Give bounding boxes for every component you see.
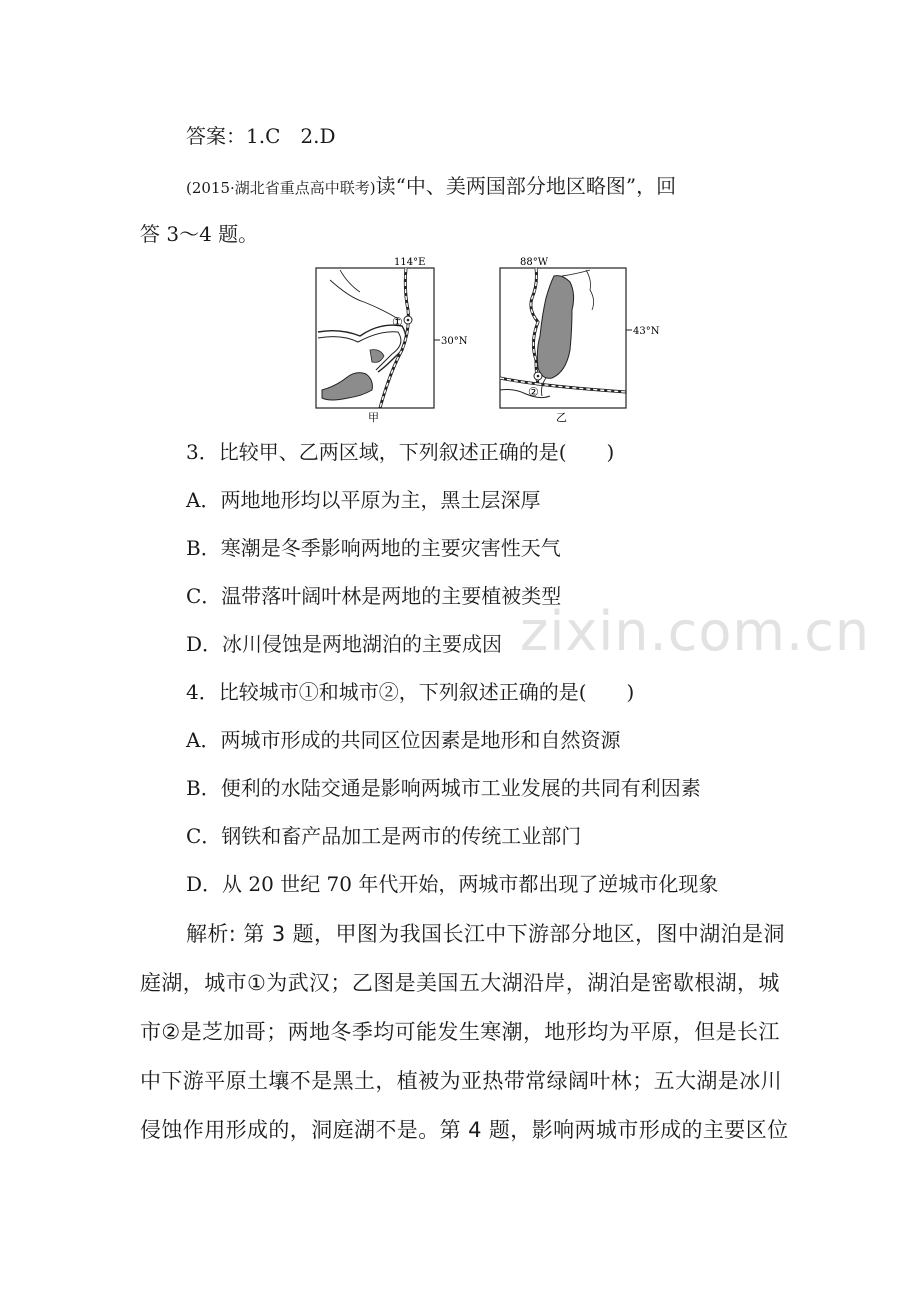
map-yi-meridian: 88°W <box>520 257 549 268</box>
analysis-line-3: 市②是芝加哥；两地冬季均可能发生寒潮，地形均为平原，但是长江 <box>140 1020 780 1044</box>
map-figure <box>300 250 660 430</box>
question-4-option-c: C．钢铁和畜产品加工是两市的传统工业部门 <box>186 824 582 848</box>
city-1-label: ① <box>392 315 403 329</box>
map-yi <box>500 257 660 424</box>
map-yi-parallel: 43°N <box>633 326 660 337</box>
map-jia-parallel: 30°N <box>441 336 468 347</box>
intro-line-2: 答 3～4 题。 <box>140 222 259 246</box>
question-4-stem: 4．比较城市①和城市②，下列叙述正确的是( ) <box>186 680 635 704</box>
question-3-option-c: C．温带落叶阔叶林是两地的主要植被类型 <box>186 584 562 608</box>
city-2-label: ② <box>528 385 539 399</box>
question-3-option-b: B．寒潮是冬季影响两地的主要灾害性天气 <box>186 536 561 560</box>
question-3-stem: 3．比较甲、乙两区域，下列叙述正确的是( ) <box>186 440 615 464</box>
analysis-line-1: 解析: 第 3 题，甲图为我国长江中下游部分地区，图中湖泊是洞 <box>186 922 785 946</box>
source-note: (2015·湖北省重点高中联考) <box>186 179 376 197</box>
map-jia-meridian: 114°E <box>394 257 426 268</box>
analysis-line-5: 侵蚀作用形成的，洞庭湖不是。第 4 题，影响两城市形成的主要区位 <box>140 1118 789 1142</box>
intro-text-a: 读“中、美两国部分地区略图”，回 <box>375 174 677 198</box>
question-4-option-a: A．两城市形成的共同区位因素是地形和自然资源 <box>186 728 621 752</box>
analysis-line-2: 庭湖，城市①为武汉；乙图是美国五大湖沿岸，湖泊是密歇根湖，城 <box>140 971 780 995</box>
analysis-line-4: 中下游平原土壤不是黑土，植被为亚热带常绿阔叶林；五大湖是冰川 <box>140 1069 782 1093</box>
answer-line: 答案：1.C 2.D <box>186 124 336 148</box>
question-4-option-b: B．便利的水陆交通是影响两城市工业发展的共同有利因素 <box>186 776 701 800</box>
map-jia <box>316 257 468 424</box>
map-jia-caption: 甲 <box>368 411 379 424</box>
question-3-option-d: D．冰川侵蚀是两地湖泊的主要成因 <box>186 632 503 656</box>
question-4-option-d: D．从 20 世纪 70 年代开始，两城市都出现了逆城市化现象 <box>186 872 719 896</box>
watermark: zixin.com.cn <box>520 600 871 663</box>
intro-line-1 <box>186 172 676 202</box>
question-3-option-a: A．两地地形均以平原为主，黑土层深厚 <box>186 488 541 512</box>
map-yi-caption: 乙 <box>556 411 567 424</box>
